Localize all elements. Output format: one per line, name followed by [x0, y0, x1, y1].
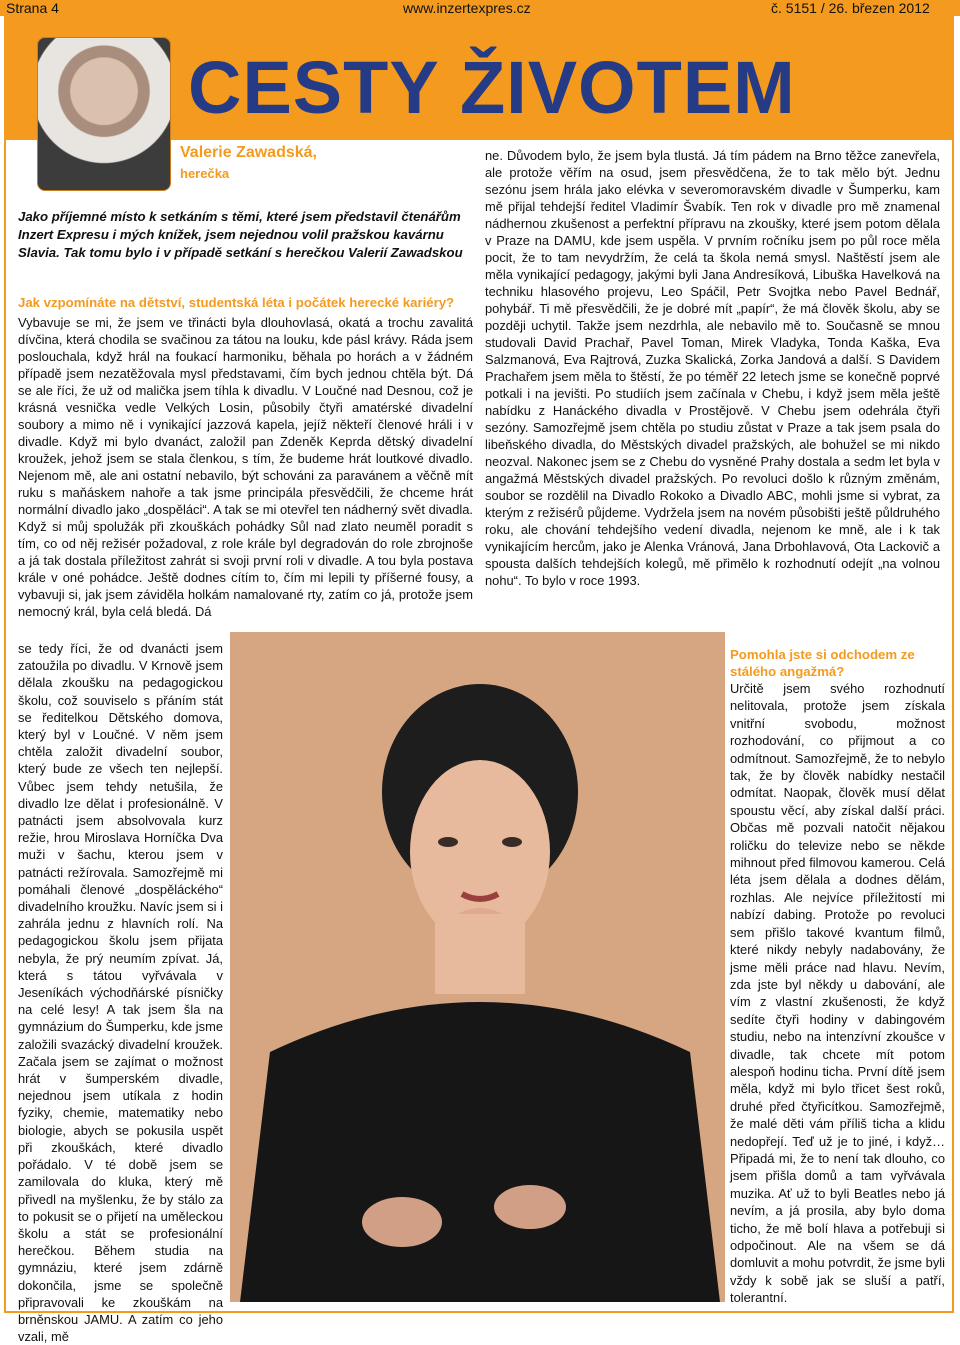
page-title: CESTY ŽIVOTEM	[188, 46, 796, 129]
portrait-image	[230, 632, 725, 1302]
main-portrait-photo	[230, 632, 725, 1302]
page-header	[0, 0, 960, 16]
issue-date: č. 5151 / 26. březen 2012	[771, 0, 930, 16]
right-narrow-body: Určitě jsem svého rozhodnutí nelitovala, protože jsem získala vnitřní svobodu, možnost rozhodování, co přijmout a co odmítnout. Samozřejmě, že to nebylo tak, že by člověk nabídky nestačil odmítat. Naopak, člověk musí dělat spoustu věcí, aby získal další práci. Občas mě pozvali natočit nějakou roličku do televize nebo se někde mihnout před filmovou kamerou. Celá léta jsem dělala a dodnes dělám, rozhlas. Ale nejvíce příležitostí mi nabízí dabing. Protože po revoluci sem přišlo takové kvantum filmů, které nikdy nebyly nadabovány, že jsme měli práce nad hlavu. Nevím, zda jste byl někdy u dabování, ale vím z vlastní zkušenosti, že když sedíte čtyři hodiny v dabingovém studiu, nebo na intenzívní zkoušce v divadle, tak chcete mít potom alespoň hodinu ticha. První dítě jsem měla, když mi bylo třicet šest roků, druhé před čtyřicítkou. Samozřejmě, že malé děti vám příliš ticha a klidu nedopřejí. Teď už je to jiné, i když… Připadá mi, že to není tak dlouho, co jsem přišla domů a tam vyřvávala muzika. Ať už to byli Beatles nebo já nevím, a já prosila, aby bylo doma ticho, že mě bolí hlava a potřebuji si odpočinout. Ale na všem se dá domluvit a mohu potvrdit, že jsme byli vždy k sobě jak se sluší a patří, tolerantní.	[730, 681, 945, 1306]
page-number: Strana 4	[6, 0, 59, 16]
intro-paragraph: Jako příjemné místo k setkáním s těmi, které jsem představil čtenářům Inzert Expresu i mých knížek, jsem nejednou volil pražskou kavárnu Slavia. Tak tomu bylo i v případě setkání s herečkou Valerií Zawadskou	[18, 209, 463, 260]
author-photo	[37, 37, 171, 191]
interviewee-name: Valerie Zawadská,	[180, 144, 317, 161]
question-2: Pomohla jste si odchodem ze stálého angažmá?	[730, 647, 915, 679]
question-1: Jak vzpomínáte na dětství, studentská léta i počátek herecké kariéry?	[18, 295, 455, 310]
website-link[interactable]: www.inzertexpres.cz	[403, 0, 531, 16]
left-narrow-body: se tedy říci, že od dvanácti jsem zatoužila po divadlu. V Krnově jsem dělala zkoušku na pedagogickou školu, což souviselo s přáním stát se ředitelkou Dětského domova, který byl v Loučné. V něm jsem chtěla založit divadelní soubor, který bude ze všech ten nejlepší. Vůbec jsem tehdy netušila, že divadlo lze dělat i profesionálně. V patnácti jsem absolvovala kurz režie, hrou Miroslava Horníčka Dva muži v šachu, kterou jsem v patnácti režírovala. Samozřejmě mi pomáhali členové „dospěláckého“ divadelního kroužku. Navíc jsem si i zahrála jednu z hlavních rolí. Na pedagogickou školu jsem přijata nebyla, že prý neumím zpívat. Já, která s tátou vyřvávala v Jeseníkách východňárské písničky na celé lesy! A tak jsem šla na gymnázium do Šumperku, kde jsme založili svazácký divadelní kroužek. Začala jsem se zajímat o možnost hrát v šumperském divadle, nejednou jsem utíkala z hodin fyziky, chemie, matematiky nebo biologie, abych se pokusila uspět při zkouškách, které divadlo pořádalo. V té době jsem se zamilovala do kluka, který mě přivedl na myšlenku, že by stálo za to pokusit se o přijetí na uměleckou školu a stát se profesionální herečkou. Během studia na gymnáziu, které jsem zdárně dokončila, jsme se společně připravovali ke zkouškám na brněnskou JAMU. A zatím co jeho vzali, mě	[18, 641, 223, 1345]
right-body: ne. Důvodem bylo, že jsem byla tlustá. Já tím pádem na Brno těžce zanevřela, ale protože věřím na osud, jsem přesvědčena, že to tak mělo být. Jednu sezónu jsem hrála jako elévka v severomoravském divadle v Šumperku, kam mě přijal tehdejší ředitel Vladimír Švabík. Ten rok v divadle pro mě znamenal nádhernou zkušenost a perfektní přípravu na zkoušky, které jsem potom dělala v Praze na DAMU, kde jsem uspěla. V prvním ročníku jsem po půl roce měla pocit, že to tam nevydržím, že celá ta škola nemá smysl. Naštěstí jsem ale měla vynikající pedagogy, jakými byli Jana Andresíková, Libuška Havelková na techniku hlasového projevu, Leo Spáčil, Petr Svojtka nebo Pavel Bednář, pohybář. Ti mě přesvědčili, že je dobré mít „papír“, že má člověk školu, aby se později uchytil. Takže jsem nezdrhla, ale nebavilo mě to. Současně se mnou studovali David Prachař, Pavel Toman, Mirek Vladyka, Tonda Kaška, Eva Salzmanová, Eva Rajtrová, Zuzka Skalická, Zorka Jandová a další. S Davidem Prachařem jsem měla to štěstí, že po téměř 22 letech jsme se konečně poprvé potkali i na jevišti. Po studiích jsem začínala v Chebu, i když jsem měla ještě nabídku z Hanáckého divadla v Prostějově. V Chebu jsem odehrála čtyři sezóny. Samozřejmě jsem chtěla po studiu zůstat v Praze a tak jsem psala do libeňského divadla, do Městských divadel pražských, ale bohužel se mi nikdo neozval. Nakonec jsem se z Chebu do vysněné Prahy dostala a sedm let byla v angažmá Městských divadel pražských. Po revoluci došlo k různým změnám, soubor se rozdělil na Divadlo Rokoko a Divadlo ABC, mohli jsme si vybrat, za kterým z režisérů půjdeme. Vydržela jsem na novém působišti ještě půldruhého roku, ale chování tehdejšího vedení divadla, nejenom ke mně, ale i k tak vynikajícím hercům, jako je Alenka Vránová, Jana Drbohlavová, Ota Lackovič a spousta dalších tehdejších kolegů, mě přimělo k rozhodnutí odejít „na volnou nohu“. To bylo v roce 1993.	[485, 148, 940, 588]
left-body: Vybavuje se mi, že jsem ve třinácti byla dlouhovlasá, okatá a trochu zavalitá dívčina, která chodila se svačinou za tátou na louku, kde pásl krávy. Ráda jsem poslouchala, když hrál na foukací harmoniku, běhala po horách a v žádném případě jsem nezatěžovala mysl představami, čím bych jednou chtěla být. Dá se ale říci, že už od malička jsem tíhla k divadlu. V Loučné nad Desnou, což je krásná vesnička vedle Velkých Losin, působily čtyři amatérské divadelní soubory a mimo ně i vynikající jazzová kapela, jejíž někteří členové hráli i v divadle. Když mi bylo dvanáct, založil pan Zdeněk Keprda dětský divadelní kroužek, jehož jsem se stala členkou, s tím, že budeme hrát loutkové divadlo. Nejenom mě, ale ani ostatní nebavilo, být schováni za paravánem a věčně mít ruku s maňáskem nahoře a tak jsme principála přesvědčili, že chceme hrát normální divadlo jako „dospěláci“. A tak se mi otevřel ten nádherný svět divadla. Když si můj spolužák při zkouškách pohádky Sůl nad zlato neuměl poradit s tím, co od něj režisér požadoval, z role krále byl degradován do role zbrojnoše a já tak dostala příležitost zahrát si svoji první roli v divadle. A tou byla postava krále v oné pohádce. Ještě dodnes cítím to, čím mi lepili ty příšerné fousy, a vybavuji si, jak jsem záviděla holkám namalované rty, zatím co já, protože jsem nemocný král, byla celá bledá. Dá	[18, 315, 473, 619]
interviewee-role: herečka	[180, 166, 230, 181]
